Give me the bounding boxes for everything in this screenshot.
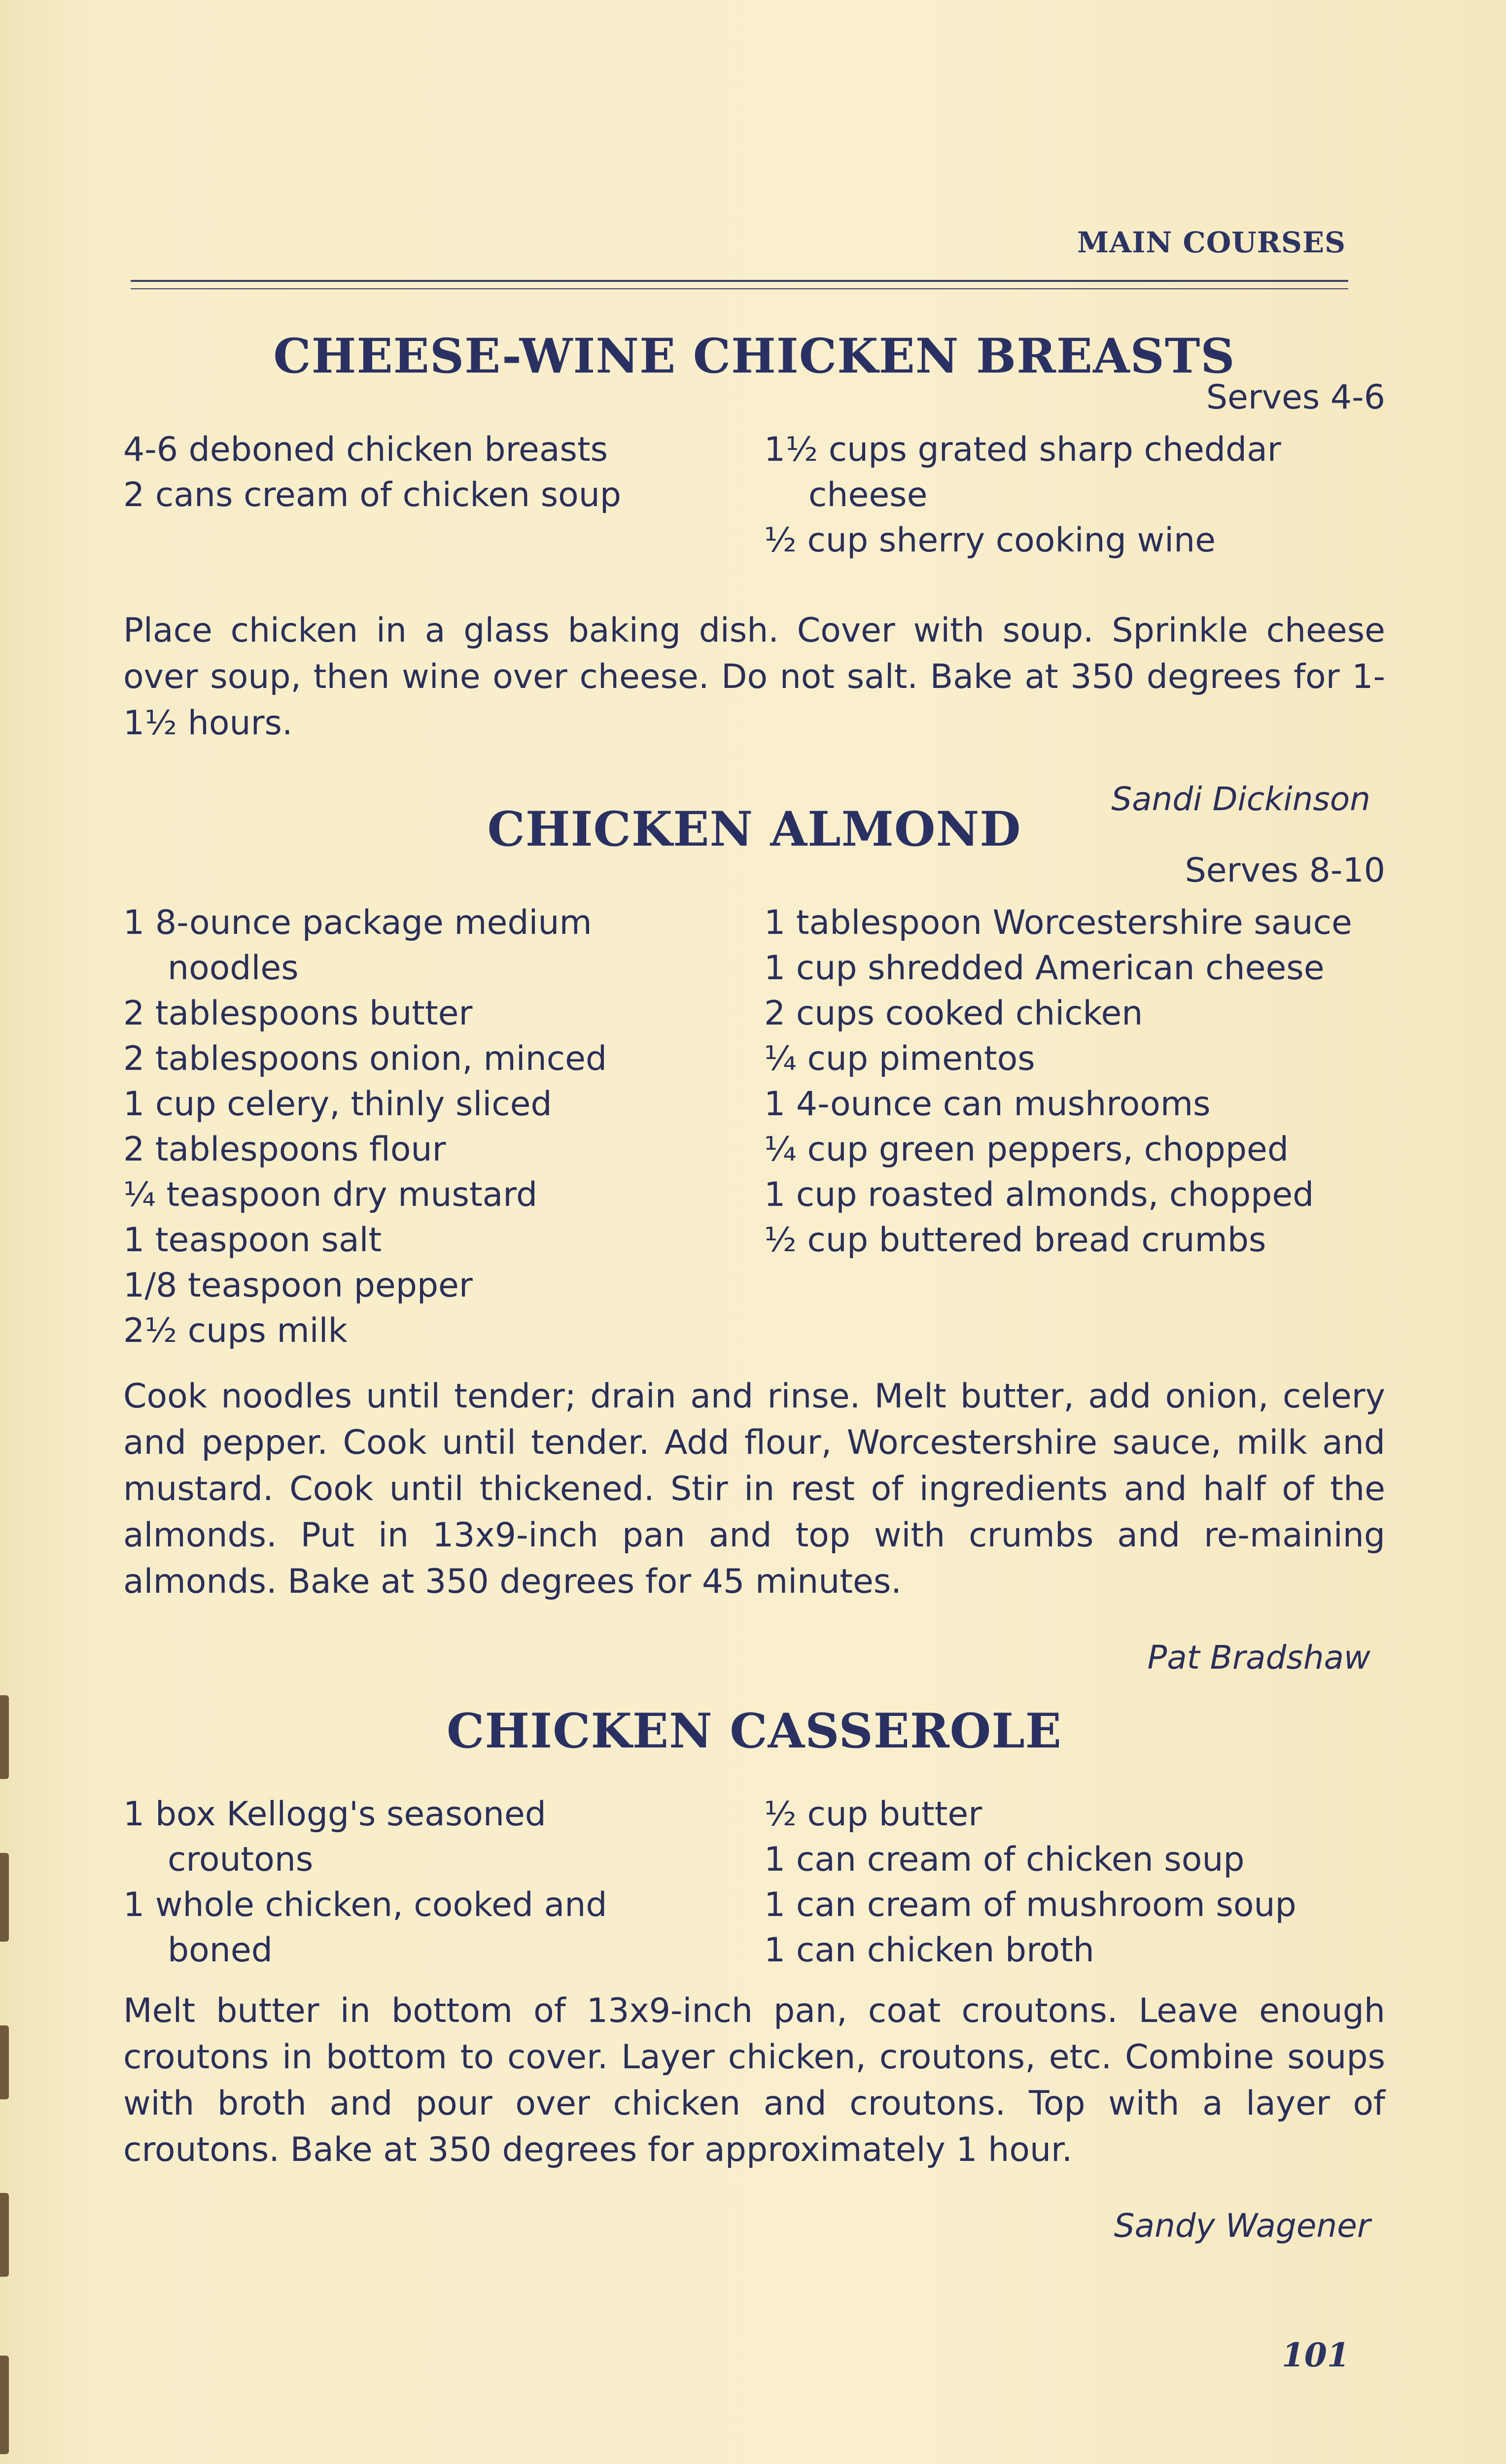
ingredient-line: 1 whole chicken, cooked and [123,1885,607,1924]
recipe-author: Sandy Wagener [1114,2206,1370,2245]
ingredient-item: ¼ cup pimentos [764,1039,1035,1079]
ingredient-item [764,427,1385,518]
binding-mark [0,1853,9,1942]
recipe-method: Cook noodles until tender; drain and rinse. Melt butter, add onion, celery and pepper. Cook until tender. Add flour, Worcestershire sauce, milk and mustard. Cook until thickened. Stir in rest of ingredients and half of the almonds. Put in 13x9-inch pan and top with crumbs and re-maining almonds. Bake at 350 degrees for 45 minutes. [123,1377,1385,1602]
ingredient-item: 2½ cups milk [123,1311,348,1351]
ingredient-item: ¼ cup green peppers, chopped [764,1130,1289,1169]
ingredient-list [123,427,1385,563]
header-rule [131,288,1348,289]
ingredient-item: ½ cup buttered bread crumbs [764,1221,1266,1260]
ingredient-item: 1 can cream of chicken soup [764,1840,1245,1879]
page-number: 101 [1282,2336,1350,2374]
ingredient-column-right [744,1792,1385,1973]
ingredient-item: 1 can cream of mushroom soup [764,1885,1296,1924]
ingredient-item: 2 tablespoons butter [123,994,473,1033]
ingredient-list [123,900,1385,1354]
recipe-serves: Serves 4-6 [1206,377,1385,417]
ingredient-item: 1 cup celery, thinly sliced [123,1085,552,1124]
ingredient-item: ½ cup sherry cooking wine [764,521,1216,560]
ingredient-item: 2 cans cream of chicken soup [123,476,622,515]
ingredient-item: 1/8 teaspoon pepper [123,1266,473,1305]
ingredient-item: 1 tablespoon Worcestershire sauce [764,903,1352,943]
ingredient-continuation: croutons [168,1840,314,1879]
ingredient-item: 1 cup roasted almonds, chopped [764,1175,1314,1215]
ingredient-line: 1 8-ounce package medium [123,903,592,943]
ingredient-continuation: boned [168,1930,273,1970]
ingredient-item: 2 tablespoons flour [123,1130,446,1169]
ingredient-list [123,1792,1385,1973]
recipe-chicken-almond [123,803,1385,1677]
ingredient-continuation: noodles [168,949,299,988]
ingredient-item: ½ cup butter [764,1794,982,1834]
recipe-title: CHICKEN ALMOND [487,801,1021,857]
binding-mark [0,2356,9,2454]
ingredient-item: 4-6 deboned chicken breasts [123,430,608,470]
ingredient-item: 2 cups cooked chicken [764,994,1143,1033]
ingredient-item: 2 tablespoons onion, minced [123,1039,607,1079]
binding-mark [0,1695,9,1779]
ingredient-item: 1 can chicken broth [764,1930,1094,1970]
binding-edge [0,0,15,2464]
ingredient-item: ¼ teaspoon dry mustard [123,1175,538,1215]
ingredient-column-right [744,427,1385,563]
ingredient-item [123,1882,744,1973]
binding-mark [0,2193,9,2277]
recipe-cheese-wine-chicken-breasts [123,330,1385,818]
recipe-author: Sandi Dickinson [1111,780,1370,819]
header-rule [131,280,1348,282]
ingredient-item: 1 teaspoon salt [123,1221,382,1260]
running-head: MAIN COURSES [1077,226,1346,259]
ingredient-item [123,900,744,991]
recipe-serves: Serves 8-10 [1185,851,1385,890]
recipe-chicken-casserole [123,1705,1385,2245]
recipe-method: Place chicken in a glass baking dish. Cover with soup. Sprinkle cheese over soup, then wine over cheese. Do not salt. Bake at 350 degrees for 1-1½ hours. [123,611,1385,743]
ingredient-line: 1 box Kellogg's seasoned [123,1794,546,1834]
recipe-title: CHEESE-WINE CHICKEN BREASTS [273,328,1235,384]
ingredient-column-left [123,900,744,1354]
recipe-title: CHICKEN CASSEROLE [447,1703,1062,1759]
ingredient-column-left [123,427,744,563]
ingredient-continuation: cheese [808,476,928,515]
ingredient-line: 1½ cups grated sharp cheddar [764,430,1281,470]
recipe-author: Pat Bradshaw [1147,1639,1370,1677]
ingredient-item: 1 4-ounce can mushrooms [764,1085,1211,1124]
binding-mark [0,2025,9,2099]
ingredient-item: 1 cup shredded American cheese [764,949,1325,988]
ingredient-column-right [744,900,1385,1354]
recipe-method: Melt butter in bottom of 13x9-inch pan, coat croutons. Leave enough croutons in bottom to cover. Layer chicken, croutons, etc. Combine soups with broth and pour over chicken and croutons. Top with a layer of croutons. Bake at 350 degrees for approximately 1 hour. [123,1991,1385,2169]
ingredient-column-left [123,1792,744,1973]
ingredient-item [123,1792,744,1882]
